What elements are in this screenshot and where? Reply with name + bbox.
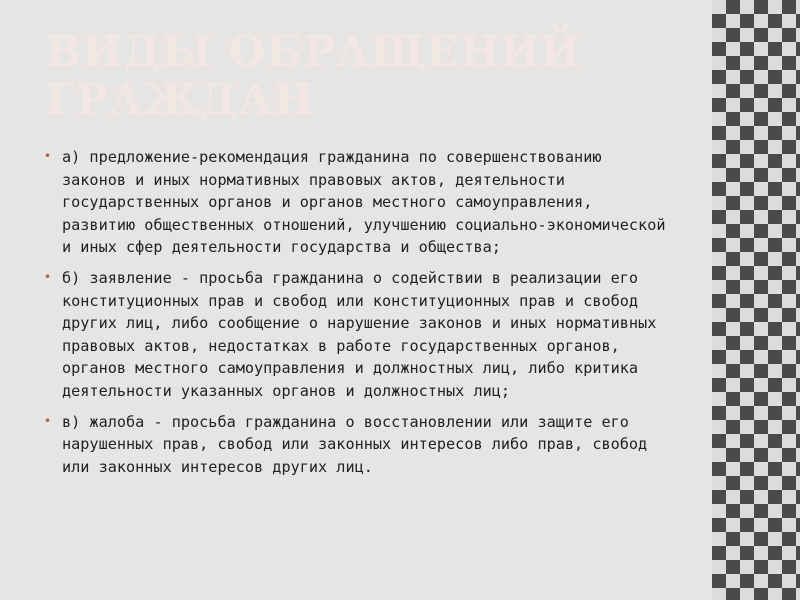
bullet-list: [44, 146, 669, 486]
bullet-dot-icon: •: [44, 269, 52, 284]
slide-title: ВИДЫ ОБРАЩЕНИЙ ГРАЖДАН: [46, 27, 582, 124]
bullet-item-b: [44, 267, 669, 403]
bullet-dot-icon: •: [44, 149, 52, 163]
bullet-text-c: в) жалоба - просьба гражданина о восстановлении или защите его нарушенных прав, свобод или законных интересов либо прав, свобод или законных интересов других лиц.: [62, 412, 648, 476]
bullet-text-b: б) заявление - просьба гражданина о содействии в реализации его конституционных прав и свобод или конституционных прав и свобод других лиц, либо сообщение о нарушение законов и иных нормативных правовых актов, недостатках в работе государственных органов, органов местного самоуправления и должностных лиц, либо критика деятельности указанных органов и должностных лиц;: [62, 268, 657, 400]
bullet-text-a: а) предложение-рекомендация гражданина по совершенствованию законов и иных нормативных правовых актов, деятельности государственных органов и органов местного самоуправления, развитию общественных отношений, улучшению социально-экономической и иных сфер деятельности государства и общества;: [62, 148, 666, 257]
decorative-pattern-strip: [712, 0, 800, 600]
bullet-item-a: [44, 146, 669, 259]
bullet-item-c: [44, 411, 669, 479]
bullet-dot-icon: •: [44, 413, 52, 428]
